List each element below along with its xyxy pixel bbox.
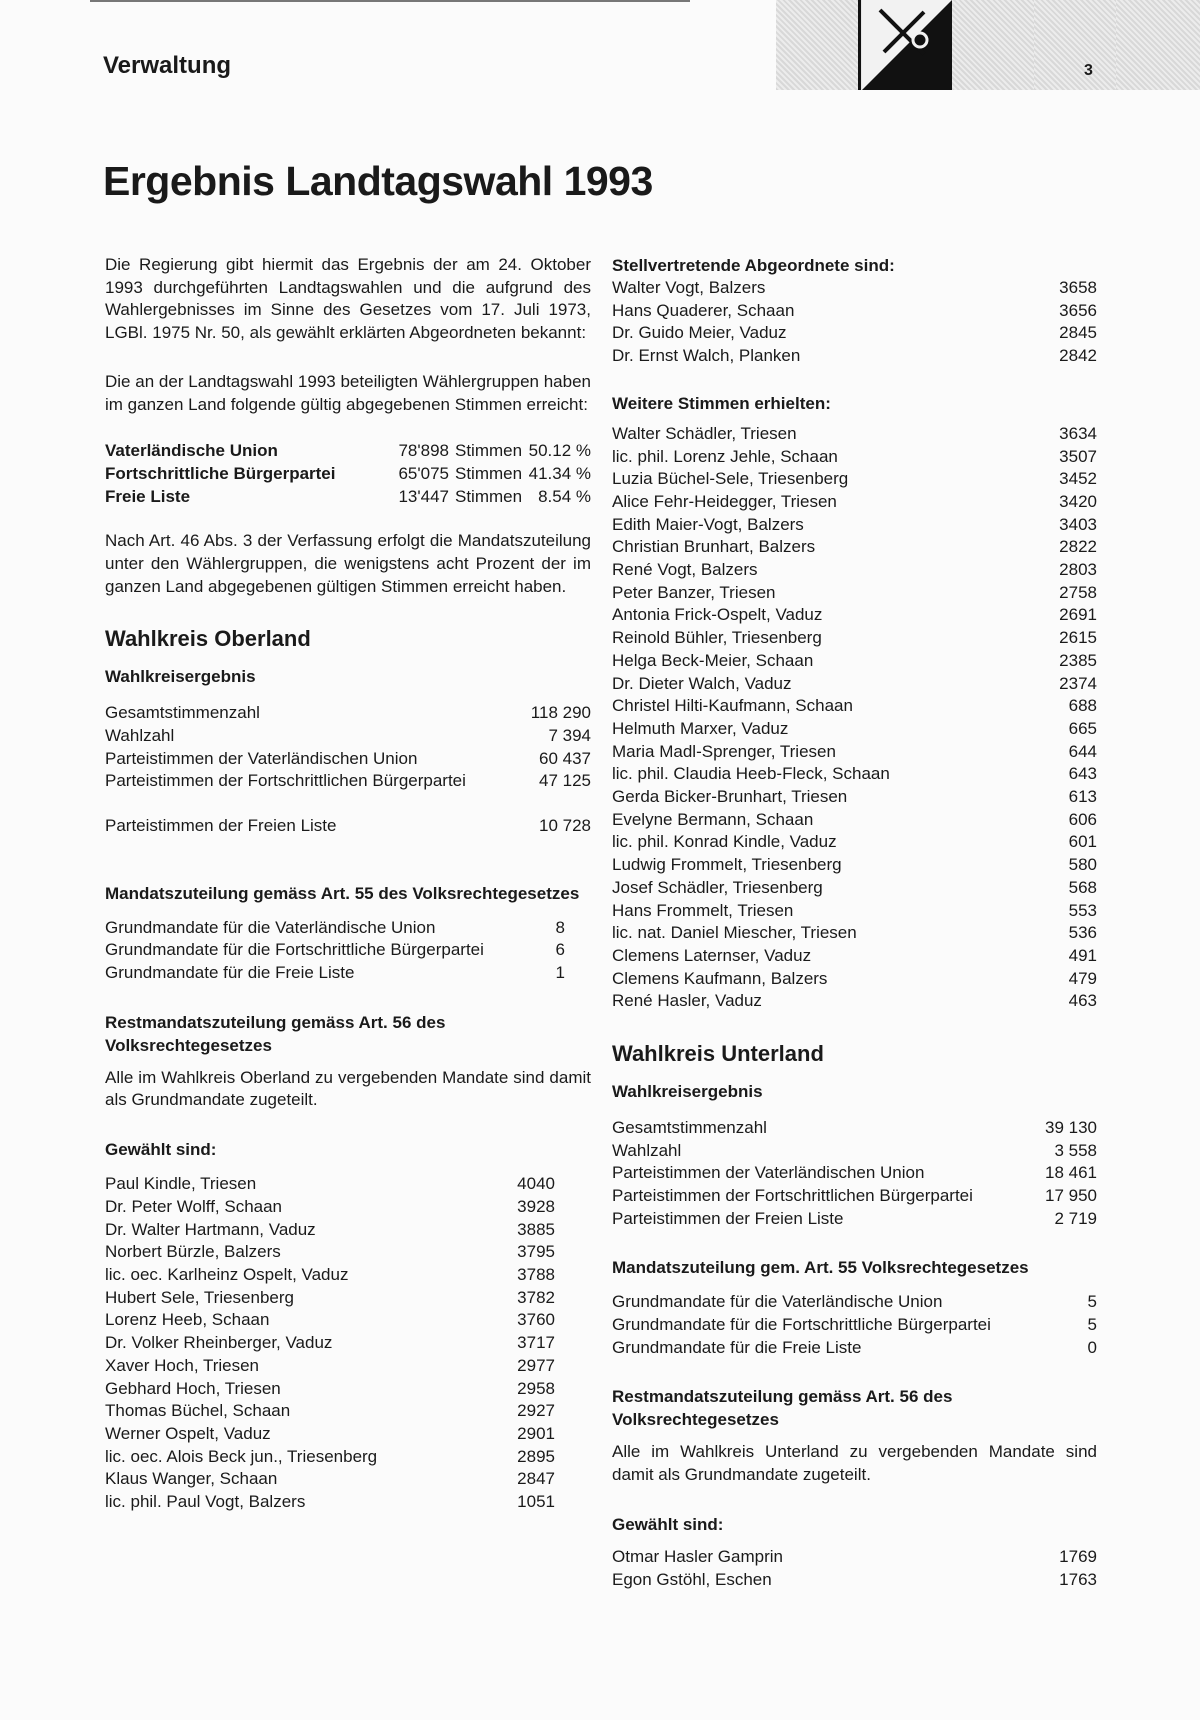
unterland-mandates [612, 1291, 1097, 1359]
weitere-row: Antonia Frick-Ospelt, Vaduz 2691 [612, 605, 1097, 625]
weitere-row: Clemens Kaufmann, Balzers 479 [612, 968, 1097, 988]
oberland-elected-heading: Gewählt sind: [105, 1140, 217, 1160]
weitere-row: Dr. Dieter Walch, Vaduz 2374 [612, 673, 1097, 693]
mandate-row: Grundmandate für die Fortschrittliche Bürgerpartei 5 [612, 1315, 1097, 1335]
result-row: Gesamtstimmenzahl 39 130 [612, 1117, 1097, 1137]
oberland-subheading: Wahlkreisergebnis [105, 667, 256, 687]
party-row: Vaterländische Union 78'898 Stimmen 50.12 % [105, 441, 591, 461]
stellv-heading: Stellvertretende Abgeordnete sind: [612, 256, 895, 275]
intro-paragraph-2: Die an der Landtagswahl 1993 beteiligten Wählergruppen haben im ganzen Land folgende gültig abgegebenen Stimmen erreicht: [105, 371, 591, 414]
intro-paragraph: Die Regierung gibt hiermit das Ergebnis der am 24. Oktober 1993 durchgeführten Landtagswahlen und die aufgrund des Wahlergebnisses im Sinne des Gesetzes vom 17. Juli 1973, LGBl. 1975 Nr. 50, als gewählt erklärten Abgeordneten bekannt: [105, 255, 591, 343]
result-row: Wahlzahl 7 394 [105, 725, 591, 745]
elected-row: Werner Ospelt, Vaduz 2901 [105, 1423, 555, 1443]
header-stripe [1116, 0, 1200, 90]
elected-row: Otmar Hasler Gamprin 1769 [612, 1546, 1097, 1566]
elected-row: Dr. Volker Rheinberger, Vaduz 3717 [105, 1333, 555, 1353]
header-stripe [1034, 0, 1119, 90]
stellv-list [612, 277, 1097, 368]
weitere-row: Josef Schädler, Triesenberg 568 [612, 877, 1097, 897]
elected-row: lic. oec. Karlheinz Ospelt, Vaduz 3788 [105, 1264, 555, 1284]
page-title: Ergebnis Landtagswahl 1993 [103, 158, 653, 204]
weitere-row: Hans Frommelt, Triesen 553 [612, 900, 1097, 920]
oberland-rest-text: Alle im Wahlkreis Oberland zu vergebenden Mandate sind damit als Grundmandate zugeteilt. [105, 1067, 591, 1110]
weitere-heading: Weitere Stimmen erhielten: [612, 393, 831, 413]
party-row: Freie Liste 13'447 Stimmen 8.54 % [105, 486, 591, 506]
section-label: Verwaltung [103, 52, 232, 79]
weitere-row: Helmuth Marxer, Vaduz 665 [612, 718, 1097, 738]
weitere-row: Reinold Bühler, Triesenberg 2615 [612, 628, 1097, 648]
oberland-mandates [105, 917, 565, 985]
mandate-row: Grundmandate für die Freie Liste 0 [612, 1337, 1097, 1357]
result-row: Parteistimmen der Freien Liste 10 728 [105, 815, 591, 835]
unterland-elected-heading: Gewählt sind: [612, 1514, 724, 1534]
weitere-row: Clemens Laternser, Vaduz 491 [612, 945, 1097, 965]
weitere-list [612, 423, 1097, 1013]
header-stripe [952, 0, 1037, 90]
result-row: Parteistimmen der Vaterländischen Union 60 437 [105, 748, 591, 768]
result-row: Wahlzahl 3 558 [612, 1140, 1097, 1160]
mandate-row: Grundmandate für die Freie Liste 1 [105, 963, 565, 983]
crossed-keys-icon [862, 0, 952, 90]
elected-row: Dr. Peter Wolff, Schaan 3928 [105, 1196, 555, 1216]
weitere-row: Alice Fehr-Heidegger, Triesen 3420 [612, 491, 1097, 511]
oberland-rest-heading: Restmandatszuteilung gemäss Art. 56 des Volksrechtegesetzes [105, 1012, 446, 1055]
stellv-row: Hans Quaderer, Schaan 3656 [612, 300, 1097, 320]
stellv-row: Dr. Guido Meier, Vaduz 2845 [612, 323, 1097, 343]
elected-row: Xaver Hoch, Triesen 2977 [105, 1355, 555, 1375]
unterland-rest-heading: Restmandatszuteilung gemäss Art. 56 des Volksrechtegesetzes [612, 1387, 953, 1430]
unterland-results [612, 1117, 1097, 1231]
mandate-row: Grundmandate für die Fortschrittliche Bürgerpartei 6 [105, 940, 565, 960]
elected-row: Egon Gstöhl, Eschen 1763 [612, 1569, 1097, 1589]
elected-row: lic. oec. Alois Beck jun., Triesenberg 2895 [105, 1446, 555, 1466]
result-row: Parteistimmen der Fortschrittlichen Bürgerpartei 17 950 [612, 1185, 1097, 1205]
unterland-elected-list [612, 1546, 1097, 1591]
weitere-row: Ludwig Frommelt, Triesenberg 580 [612, 855, 1097, 875]
weitere-row: lic. phil. Lorenz Jehle, Schaan 3507 [612, 446, 1097, 466]
page-number: 3 [1084, 62, 1093, 79]
weitere-row: Evelyne Bermann, Schaan 606 [612, 809, 1097, 829]
elected-row: Paul Kindle, Triesen 4040 [105, 1174, 555, 1194]
oberland-heading: Wahlkreis Oberland [105, 626, 311, 652]
elected-row: Gebhard Hoch, Triesen 2958 [105, 1378, 555, 1398]
mandate-row: Grundmandate für die Vaterländische Union 5 [612, 1292, 1097, 1312]
unterland-mandate-heading: Mandatszuteilung gem. Art. 55 Volksrechtegesetzes [612, 1258, 1029, 1278]
header-stripe [776, 0, 861, 90]
right-column [612, 254, 1097, 1591]
elected-row: Klaus Wanger, Schaan 2847 [105, 1469, 555, 1489]
elected-row: Thomas Büchel, Schaan 2927 [105, 1401, 555, 1421]
weitere-row: Christel Hilti-Kaufmann, Schaan 688 [612, 696, 1097, 716]
weitere-row: Walter Schädler, Triesen 3634 [612, 423, 1097, 443]
party-row: Fortschrittliche Bürgerpartei 65'075 Stimmen 41.34 % [105, 463, 591, 483]
weitere-row: Gerda Bicker-Brunhart, Triesen 613 [612, 787, 1097, 807]
weitere-row: Maria Madl-Sprenger, Triesen 644 [612, 741, 1097, 761]
weitere-row: René Vogt, Balzers 2803 [612, 560, 1097, 580]
weitere-row: Helga Beck-Meier, Schaan 2385 [612, 650, 1097, 670]
weitere-row: lic. nat. Daniel Miescher, Triesen 536 [612, 923, 1097, 943]
party-results [105, 440, 591, 508]
weitere-row: Edith Maier-Vogt, Balzers 3403 [612, 514, 1097, 534]
header-rule [90, 0, 690, 2]
result-row: Parteistimmen der Freien Liste 2 719 [612, 1208, 1097, 1228]
oberland-results [105, 702, 591, 838]
weitere-row: lic. phil. Konrad Kindle, Vaduz 601 [612, 832, 1097, 852]
weitere-row: Christian Brunhart, Balzers 2822 [612, 537, 1097, 557]
result-row: Parteistimmen der Vaterländischen Union 18 461 [612, 1163, 1097, 1183]
stellv-row: Dr. Ernst Walch, Planken 2842 [612, 346, 1097, 366]
elected-row: lic. phil. Paul Vogt, Balzers 1051 [105, 1492, 555, 1512]
unterland-rest-text: Alle im Wahlkreis Unterland zu vergebenden Mandate sind damit als Grundmandate zugeteilt. [612, 1442, 1097, 1485]
header-emblem [776, 0, 1200, 90]
weitere-row: Luzia Büchel-Sele, Triesenberg 3452 [612, 469, 1097, 489]
elected-row: Hubert Sele, Triesenberg 3782 [105, 1287, 555, 1307]
art46-paragraph: Nach Art. 46 Abs. 3 der Verfassung erfolgt die Mandatszuteilung unter den Wählergruppen, die wenigstens acht Prozent der im ganzen Land abgegebenen gültigen Stimmen erreicht haben. [105, 531, 591, 596]
elected-row: Dr. Walter Hartmann, Vaduz 3885 [105, 1219, 555, 1239]
elected-row: Norbert Bürzle, Balzers 3795 [105, 1242, 555, 1262]
stellv-row: Walter Vogt, Balzers 3658 [612, 278, 1097, 297]
result-row: Gesamtstimmenzahl 118 290 [105, 703, 591, 723]
weitere-row: René Hasler, Vaduz 463 [612, 991, 1097, 1011]
unterland-heading: Wahlkreis Unterland [612, 1041, 824, 1067]
weitere-row: Peter Banzer, Triesen 2758 [612, 582, 1097, 602]
oberland-elected-list [105, 1173, 555, 1514]
weitere-row: lic. phil. Claudia Heeb-Fleck, Schaan 643 [612, 764, 1097, 784]
oberland-mandate-heading: Mandatszuteilung gemäss Art. 55 des Volksrechtegesetzes [105, 883, 580, 903]
result-row: Parteistimmen der Fortschrittlichen Bürgerpartei 47 125 [105, 771, 591, 791]
elected-row: Lorenz Heeb, Schaan 3760 [105, 1310, 555, 1330]
unterland-subheading: Wahlkreisergebnis [612, 1081, 763, 1101]
mandate-row: Grundmandate für die Vaterländische Union 8 [105, 917, 565, 937]
left-column [105, 254, 591, 1514]
